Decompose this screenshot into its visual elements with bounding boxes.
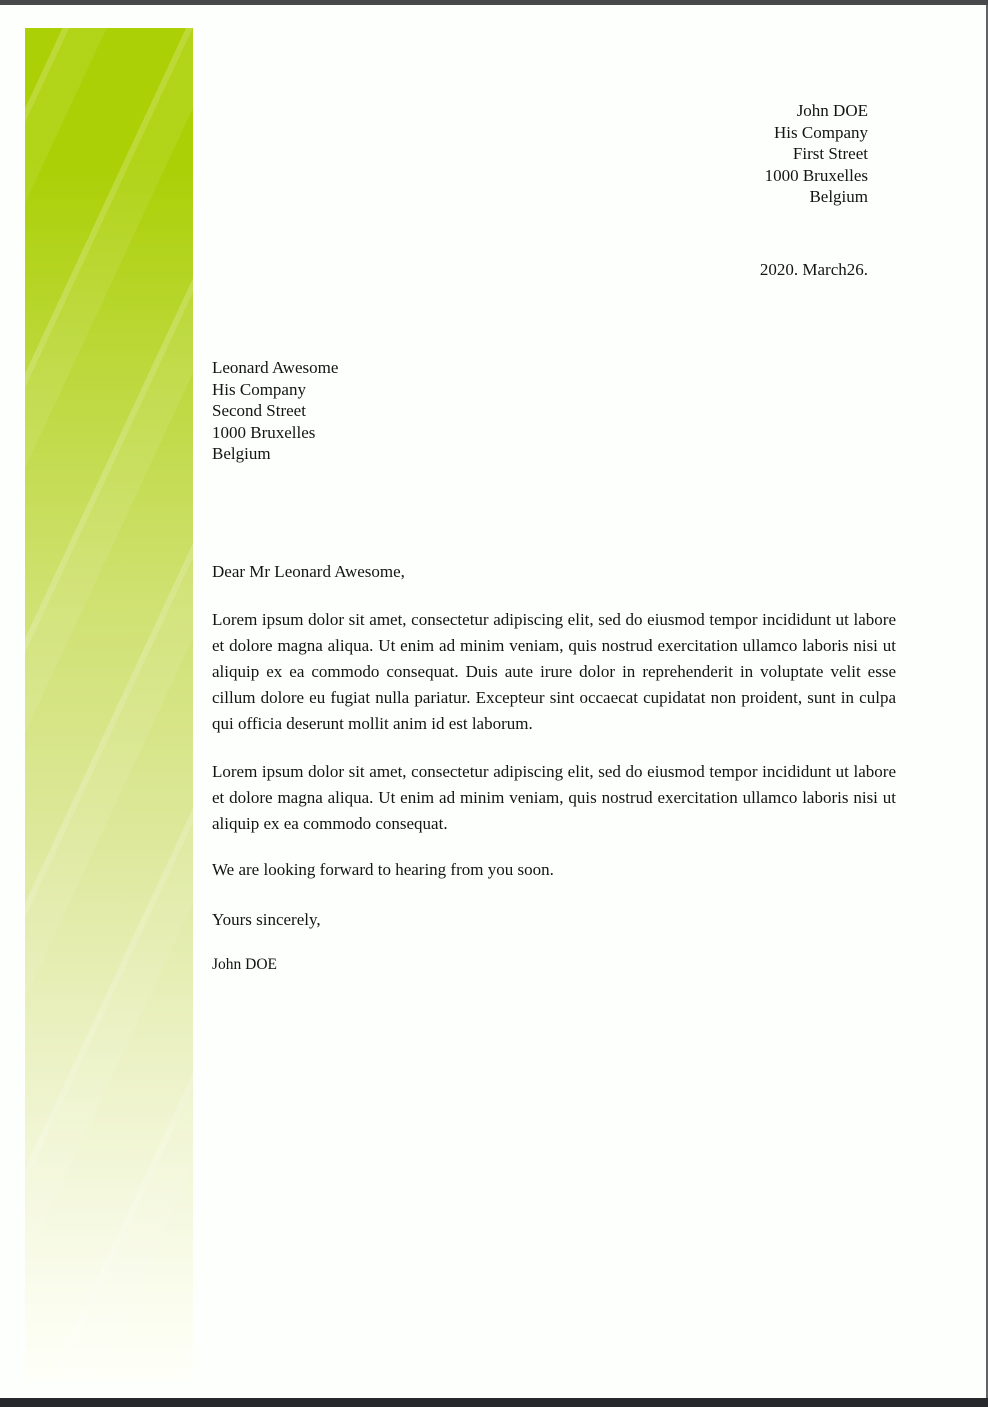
page-bottom-border <box>0 1398 988 1407</box>
valediction: Yours sincerely, <box>212 909 321 929</box>
recipient-city: 1000 Bruxelles <box>212 422 316 442</box>
sender-address-block <box>212 100 896 208</box>
sender-name: John DOE <box>796 101 868 120</box>
sender-company: His Company <box>774 122 868 142</box>
letter-content <box>212 0 896 975</box>
sender-street: First Street <box>792 144 868 163</box>
body-paragraph-1: Lorem ipsum dolor sit amet, consectetur adipiscing elit, sed do eiusmod tempor incididunt ut labore et dolore magna aliqua. Ut enim ad minim veniam, quis nostrud exercitation ullamco laboris nisi ut aliquip ex ea commodo consequat. Duis aute irure dolor in reprehenderit in voluptate velit esse cillum dolore eu fugiat nulla pariatur. Excepteur sint occaecat cupidatat non proident, sunt in culpa qui officia deserunt mollit anim id est laborum. <box>212 609 896 733</box>
recipient-street: Second Street <box>212 401 306 420</box>
green-gradient-sidebar <box>25 28 193 1380</box>
recipient-address-block <box>212 357 896 465</box>
salutation: Dear Mr Leonard Awesome, <box>212 561 405 581</box>
recipient-company: His Company <box>212 379 306 399</box>
signature-name: John DOE <box>212 955 278 973</box>
sender-city: 1000 Bruxelles <box>764 165 868 185</box>
recipient-name: Leonard Awesome <box>212 358 339 377</box>
body-paragraph-2: Lorem ipsum dolor sit amet, consectetur adipiscing elit, sed do eiusmod tempor incididunt ut labore et dolore magna aliqua. Ut enim ad minim veniam, quis nostrud exercitation ullamco laboris nisi ut aliquip ex ea commodo consequat. <box>212 761 896 833</box>
closing-line: We are looking forward to hearing from you soon. <box>212 859 554 879</box>
sender-country: Belgium <box>809 187 868 206</box>
recipient-country: Belgium <box>212 444 271 463</box>
letter-date: 2020. March26. <box>759 259 868 279</box>
